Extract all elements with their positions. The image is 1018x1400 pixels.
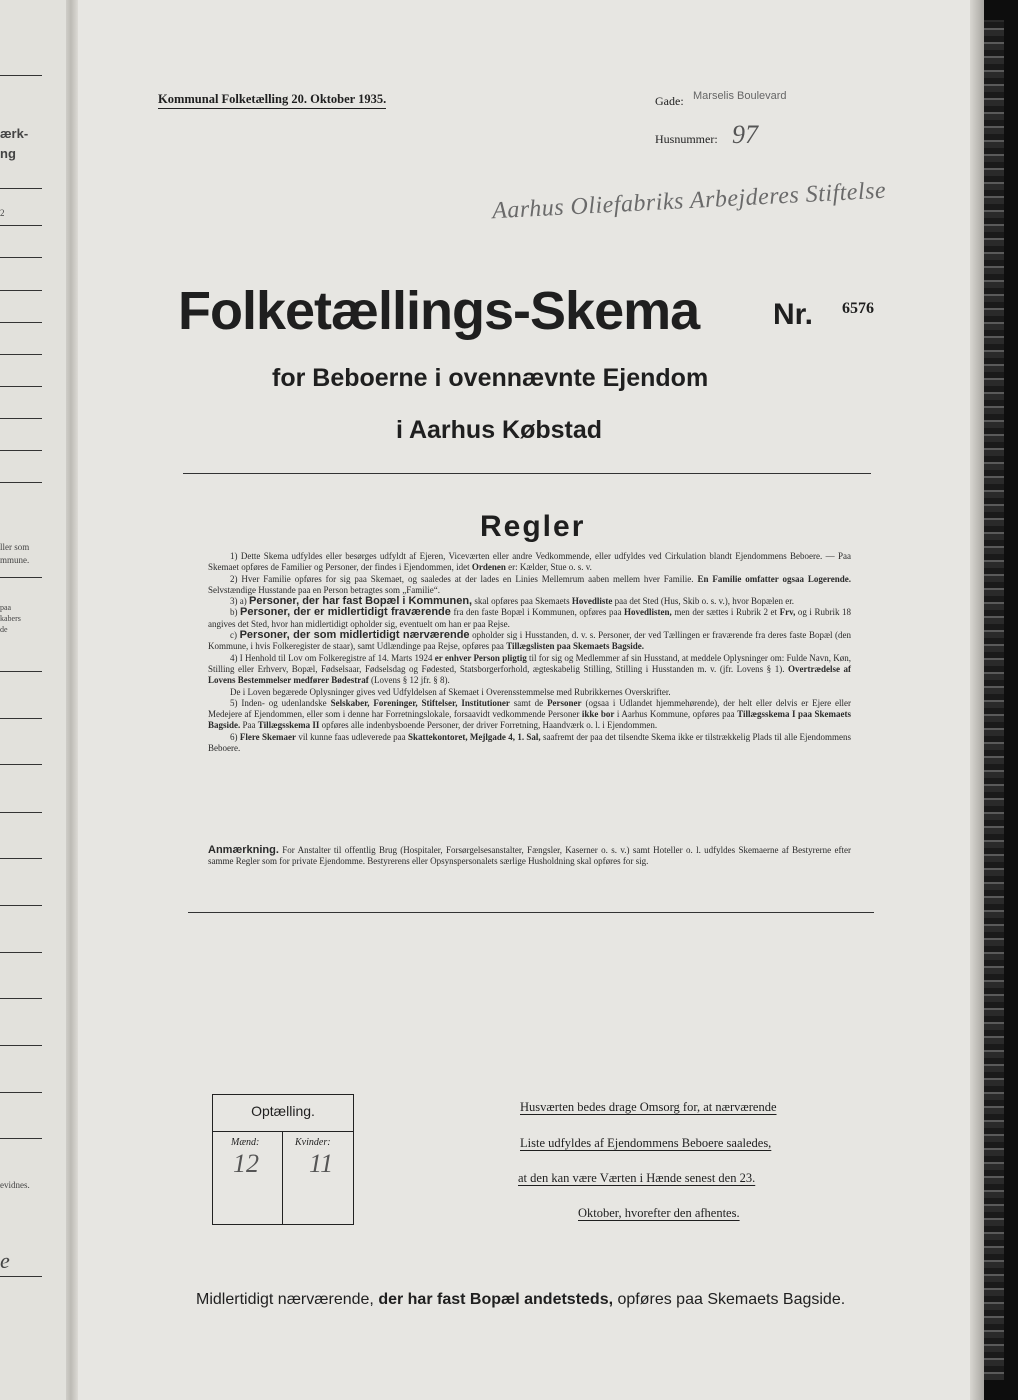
prev-rule bbox=[0, 764, 42, 765]
scan-edge bbox=[984, 20, 1004, 1380]
prev-rule bbox=[0, 225, 42, 226]
prev-rule bbox=[0, 257, 42, 258]
landlord-instruction: Oktober, hvorefter den afhentes. bbox=[578, 1206, 740, 1220]
rules-heading: Regler bbox=[480, 510, 586, 543]
divider bbox=[183, 473, 871, 474]
men-label: Mænd: bbox=[231, 1137, 260, 1148]
previous-page-edge bbox=[0, 0, 66, 1400]
prev-rule bbox=[0, 188, 42, 189]
count-box bbox=[212, 1094, 354, 1225]
prev-text: de bbox=[0, 625, 8, 634]
prev-rule bbox=[0, 1276, 42, 1277]
prev-rule bbox=[0, 998, 42, 999]
rule-3c: c) Personer, der som midlertidigt nærværende opholder sig i Husstanden, d. v. s. Personer, der ved Tællingen er fraværende fra deres faste Bopæl (den Kommune, i hvis Folkeregister de staar), samt Udlændinge paa Rejse, opføres paa Tillægslisten paa Skemaets Bagside. bbox=[208, 629, 852, 652]
prev-rule bbox=[0, 718, 42, 719]
count-divider bbox=[282, 1131, 283, 1224]
remark-text: For Anstalter til offentlig Brug (Hospitaler, Forsørgelsesanstalter, Fængsler, Kaserner o. s. v.) samt Hoteller o. l. udfyldes Skemaerne af Bestyrerne efter samme Regler som for private Ejendomme. Bestyrerens eller Opsynspersonalets særlige Husholdning skal opføres for sig. bbox=[208, 845, 851, 867]
footer-note: Midlertidigt nærværende, der har fast Bopæl andetsteds, opføres paa Skemaets Bagside. bbox=[196, 1291, 846, 1308]
house-number-label: Husnummer: bbox=[655, 132, 718, 146]
prev-text: kabers bbox=[0, 614, 21, 623]
rule-3b: b) Personer, der er midlertidigt fraværende fra den faste Bopæl i Kommunen, opføres paa Hovedlisten, men der sættes i Rubrik 2 et Frv, og i Rubrik 18 angives det Sted, hvor han midlertidigt opholder sig, eventuelt om han er paa Rejse. bbox=[208, 606, 852, 629]
prev-rule bbox=[0, 450, 42, 451]
count-divider bbox=[213, 1131, 353, 1132]
prev-text: 2 bbox=[0, 208, 5, 218]
form-title: Folketællings-Skema bbox=[178, 281, 700, 341]
census-header: Kommunal Folketælling 20. Oktober 1935. bbox=[158, 92, 386, 109]
form-number-label: Nr. bbox=[773, 298, 814, 331]
prev-text: ng bbox=[0, 146, 16, 161]
prev-rule bbox=[0, 1092, 42, 1093]
prev-rule bbox=[0, 322, 42, 323]
rule-4: 4) I Henhold til Lov om Folkeregistre af 14. Marts 1924 er enhver Person pligtig til for sig og Medlemmer af sin Husstand, at meddele Oplysninger om: Fulde Navn, Køn, Stilling eller Erhverv, Bopæl, Fødselsaar, Fødselsdag og Fødested, Statsborgerforhold, ægteskabelig Stilling, Stilling i Husstanden m. v. (jfr. Lovens § 1). Overtrædelse af Lovens Bestemmelser medfører Bødestraf (Lovens § 12 jfr. § 8). bbox=[208, 652, 852, 686]
remark bbox=[208, 845, 851, 868]
rule-4-cont: De i Loven begærede Oplysninger gives ved Udfyldelsen af Skemaet i Overensstemmelse med Rubrikkernes Overskrifter. bbox=[230, 686, 671, 697]
landlord-instruction: Liste udfyldes af Ejendommens Beboere saaledes, bbox=[520, 1136, 772, 1150]
page-edge bbox=[970, 0, 984, 1400]
remark-heading: Anmærkning. bbox=[208, 844, 279, 856]
street-label: Gade: bbox=[655, 94, 684, 108]
form-subtitle: for Beboerne i ovennævnte Ejendom bbox=[272, 364, 709, 392]
prev-rule bbox=[0, 75, 42, 76]
prev-rule bbox=[0, 952, 42, 953]
women-count: 11 bbox=[309, 1149, 334, 1178]
women-label: Kvinder: bbox=[295, 1137, 331, 1148]
prev-rule bbox=[0, 671, 42, 672]
handwritten-note: Aarhus Oliefabriks Arbejderes Stiftelse bbox=[491, 177, 887, 225]
prev-rule bbox=[0, 905, 42, 906]
prev-rule bbox=[0, 418, 42, 419]
prev-rule bbox=[0, 858, 42, 859]
rules-text bbox=[208, 551, 851, 754]
prev-rule bbox=[0, 577, 42, 578]
prev-text: mmune. bbox=[0, 555, 30, 565]
rule-2: 2) Hver Familie opføres for sig paa Skemaet, og saaledes at der lades en Linies Mellemrum aaben mellem hver Familie. En Familie omfatter ogsaa Logerende. Selvstændige Husstande paa en Person betragtes som „Familie“. bbox=[208, 573, 851, 595]
count-title: Optælling. bbox=[251, 1103, 315, 1119]
prev-text: paa bbox=[0, 603, 12, 612]
men-count: 12 bbox=[233, 1149, 259, 1178]
landlord-instruction: Husværten bedes drage Omsorg for, at nærværende bbox=[520, 1100, 777, 1114]
prev-rule bbox=[0, 482, 42, 483]
book-binding bbox=[66, 0, 78, 1400]
form-subtitle: i Aarhus Købstad bbox=[396, 416, 603, 444]
divider bbox=[188, 912, 874, 913]
rule-3a: 3) a) Personer, der har fast Bopæl i Kommunen, skal opføres paa Skemaets Hovedliste paa det Sted (Hus, Skib o. s. v.), hvor Bopælen er. bbox=[230, 595, 794, 608]
prev-text: ller som bbox=[0, 542, 30, 552]
house-number-value: 97 bbox=[732, 120, 758, 149]
prev-rule bbox=[0, 290, 42, 291]
rule-5: 5) Inden- og udenlandske Selskaber, Foreninger, Stiftelser, Institutioner samt de Personer (ogsaa i Udlandet hjemmehørende), der helt eller delvis er Ejere eller Medejere af Ejendommen, eller som i denne har Forretningslokale, forsaavidt vedkommende Personer ikke bor i Aarhus Kommune, opføres paa Tillægsskema I paa Skemaets Bagside. Paa Tillægsskema II opføres alle indenbysboende Personer, der driver Forretning, Haandværk o. l. i Ejendommen. bbox=[208, 697, 852, 731]
prev-rule bbox=[0, 1138, 42, 1139]
prev-rule bbox=[0, 812, 42, 813]
prev-rule bbox=[0, 1045, 42, 1046]
prev-text: evidnes. bbox=[0, 1180, 30, 1190]
rule-6: 6) Flere Skemaer vil kunne faas udleverede paa Skattekontoret, Mejlgade 4, 1. Sal, saafremt der paa det tilsendte Skema ikke er tilstrækkelig Plads til alle Ejendommens Beboere. bbox=[208, 731, 852, 754]
prev-rule bbox=[0, 386, 42, 387]
rule-1: 1) Dette Skema udfyldes eller besørges udfyldt af Ejeren, Viceværten eller andre Vedkommende, eller udfyldes ved Cirkulation blandt Ejendommens Beboere. — Paa Skemaet opføres de Familier og Personer, der findes i Ejendommen, idet Ordenen er: Kælder, Stue o. s. v. bbox=[208, 551, 851, 573]
street-value: Marselis Boulevard bbox=[693, 90, 787, 102]
prev-signature: e bbox=[0, 1248, 10, 1273]
landlord-instruction: at den kan være Værten i Hænde senest den 23. bbox=[518, 1171, 756, 1185]
form-number-value: 6576 bbox=[842, 300, 874, 317]
prev-rule bbox=[0, 354, 42, 355]
prev-text: ærk- bbox=[0, 126, 29, 141]
